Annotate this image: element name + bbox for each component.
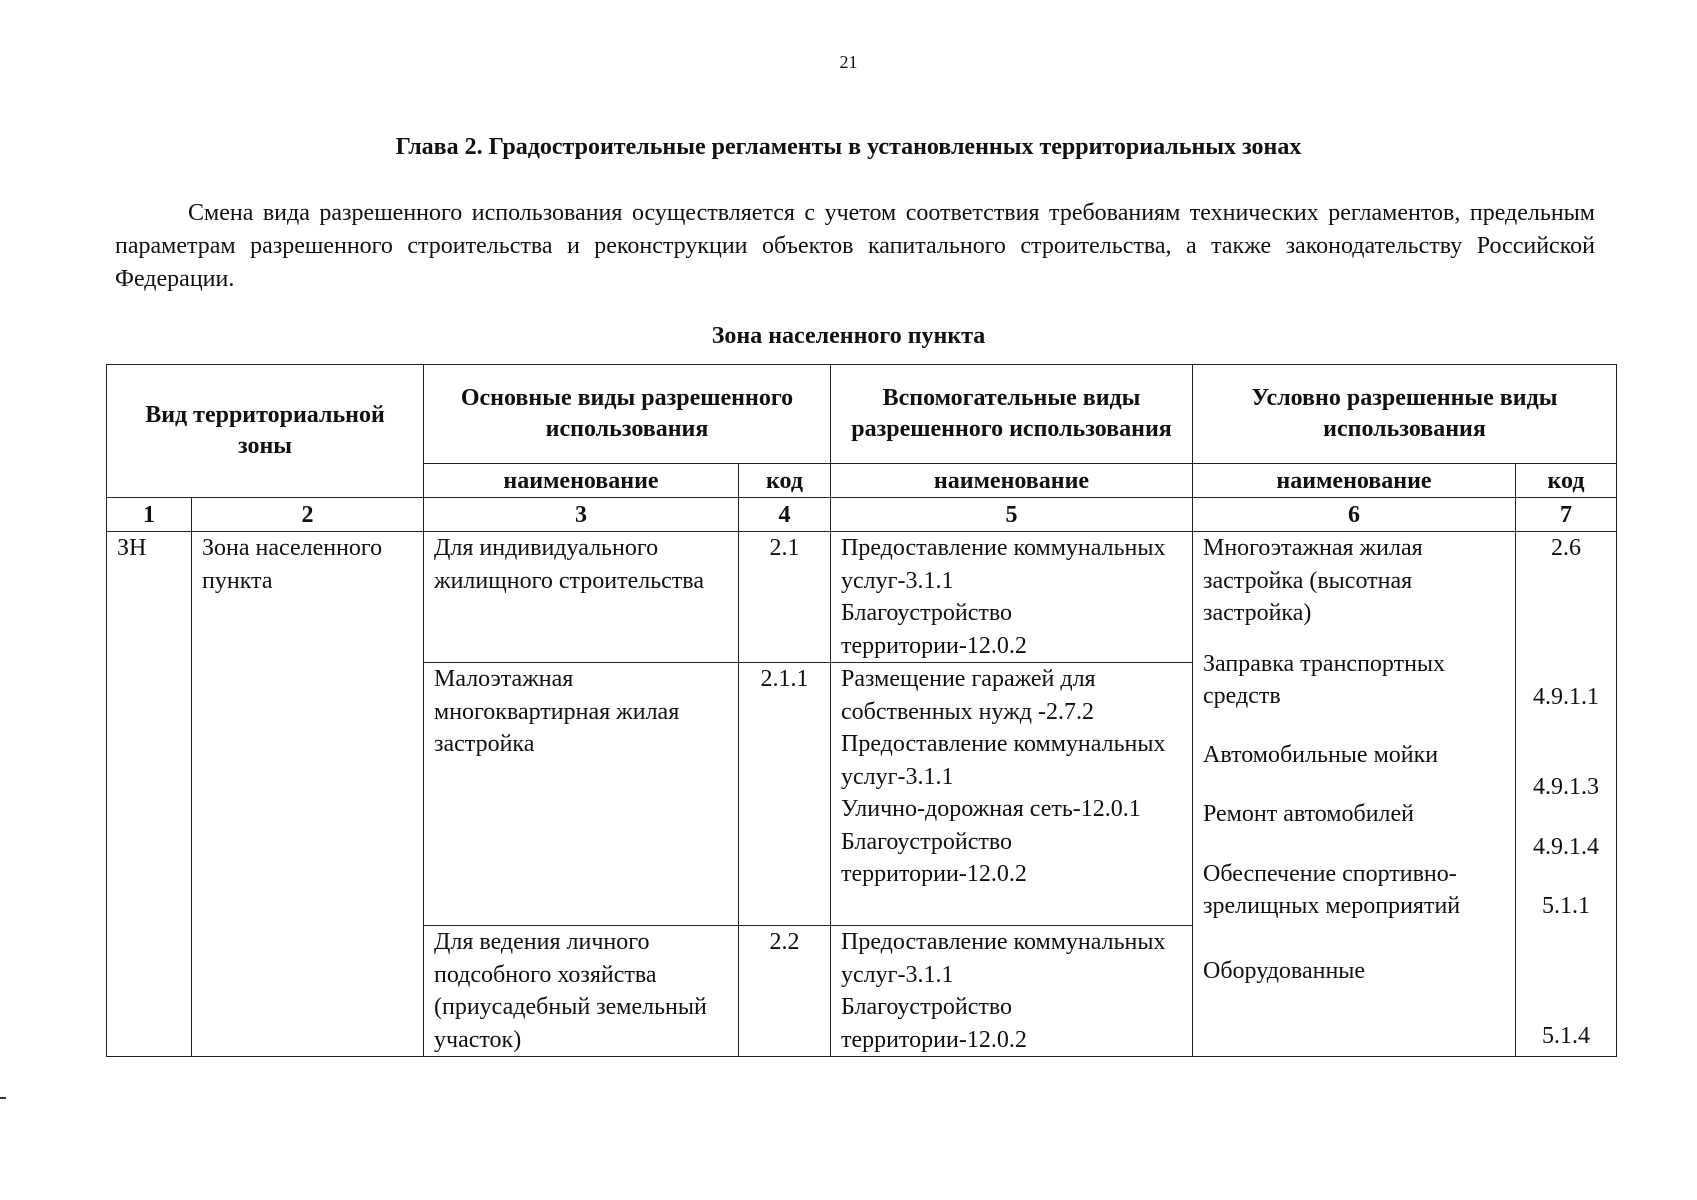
table-row xyxy=(107,532,1617,663)
zone-title: Зона населенного пункта xyxy=(711,323,986,349)
aux-uses-cell xyxy=(831,663,1193,926)
conditional-use-code: 2.6 xyxy=(1551,535,1581,561)
conditional-use-name: Оборудованные xyxy=(1203,957,1366,984)
conditional-use-name: Обеспечение спортивно-зрелищных мероприятий xyxy=(1203,860,1461,919)
main-use-name: Для индивидуального жилищного строительства xyxy=(424,532,739,663)
intro-paragraph: Смена вида разрешенного использования осуществляется с учетом соответствия требованиям технических регламентов, предельным параметрам разрешенного строительства и реконструкции объектов капитального строительства, а также законодательству Российской Федерации. xyxy=(115,200,1595,292)
main-use-name: Малоэтажная многоквартирная жилая застройка xyxy=(424,663,739,926)
subheader-cond-code: код xyxy=(1516,464,1617,498)
regulation-table xyxy=(106,364,1617,1057)
conditional-use-code: 5.1.1 xyxy=(1542,893,1590,919)
header-main-uses: Основные виды разрешенного использования xyxy=(424,365,831,464)
subheader-cond-name: наименование xyxy=(1193,464,1516,498)
column-number: 4 xyxy=(739,498,831,532)
aux-use-item: Улично-дорожная сеть-12.0.1 xyxy=(841,796,1141,822)
column-number: 7 xyxy=(1516,498,1617,532)
aux-uses-cell xyxy=(831,532,1193,663)
zone-code: ЗН xyxy=(107,532,192,1057)
column-number: 2 xyxy=(192,498,424,532)
conditional-codes-cell xyxy=(1516,532,1617,1057)
main-use-name: Для ведения личного подсобного хозяйства (приусадебный земельный участок) xyxy=(424,926,739,1057)
column-number: 5 xyxy=(831,498,1193,532)
subheader-main-name: наименование xyxy=(424,464,739,498)
aux-use-item: Благоустройство территории-12.0.2 xyxy=(841,600,1027,659)
chapter-title: Глава 2. Градостроительные регламенты в установленных территориальных зонах xyxy=(395,134,1302,160)
subheader-main-code: код xyxy=(739,464,831,498)
conditional-use-name: Заправка транспортных средств xyxy=(1203,650,1446,709)
aux-use-item: Размещение гаражей для собственных нужд -2.7.2 xyxy=(841,666,1096,725)
conditional-uses-cell xyxy=(1193,532,1516,1057)
conditional-use-name: Многоэтажная жилая застройка (высотная застройка) xyxy=(1203,535,1423,626)
conditional-use-name: Автомобильные мойки xyxy=(1203,741,1439,768)
column-number: 6 xyxy=(1193,498,1516,532)
subheader-aux-name: наименование xyxy=(831,464,1193,498)
aux-use-item: Предоставление коммунальных услуг-3.1.1 xyxy=(841,535,1166,594)
aux-uses-cell xyxy=(831,926,1193,1057)
conditional-use-code: 4.9.1.1 xyxy=(1533,683,1599,710)
scan-edge-mark xyxy=(0,1097,6,1099)
conditional-use-code: 4.9.1.3 xyxy=(1533,774,1599,800)
conditional-use-code: 5.1.4 xyxy=(1542,1022,1590,1049)
main-use-code: 2.2 xyxy=(739,926,831,1057)
aux-use-item: Благоустройство территории-12.0.2 xyxy=(841,828,1027,887)
header-zone-type: Вид территориальной зоны xyxy=(107,365,424,498)
conditional-use-code: 4.9.1.4 xyxy=(1533,833,1599,860)
page-number: 21 xyxy=(839,52,858,72)
column-number: 1 xyxy=(107,498,192,532)
main-use-code: 2.1 xyxy=(739,532,831,663)
header-conditional-uses: Условно разрешенные виды использования xyxy=(1193,365,1617,464)
aux-use-item: Предоставление коммунальных услуг-3.1.1 xyxy=(841,731,1166,790)
aux-use-item: Предоставление коммунальных услуг-3.1.1 xyxy=(841,929,1166,988)
zone-name: Зона населенного пункта xyxy=(192,532,424,1057)
main-use-code: 2.1.1 xyxy=(739,663,831,926)
header-aux-uses: Вспомогательные виды разрешенного использования xyxy=(831,365,1193,464)
conditional-use-name: Ремонт автомобилей xyxy=(1203,801,1415,827)
aux-use-item: Благоустройство территории-12.0.2 xyxy=(841,994,1027,1053)
column-number: 3 xyxy=(424,498,739,532)
